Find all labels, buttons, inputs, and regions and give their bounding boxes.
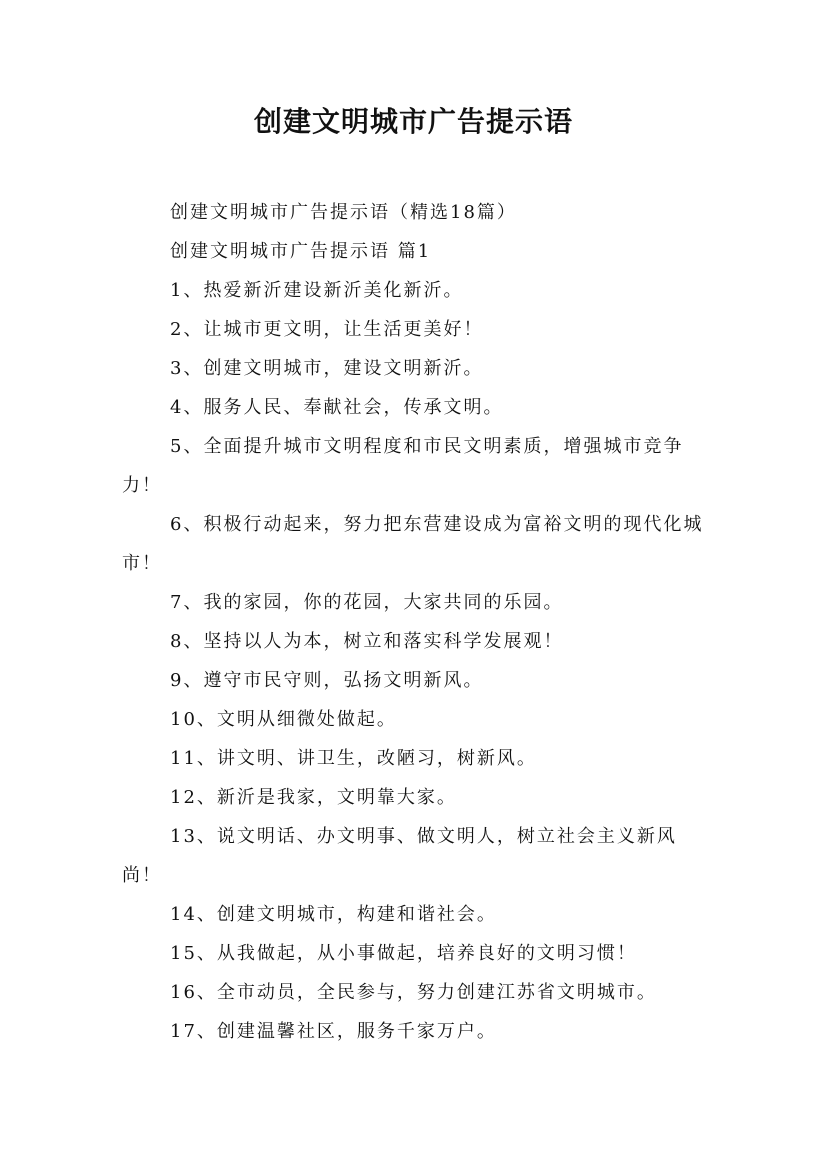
paragraph: 11、讲文明、讲卫生，改陋习，树新风。 bbox=[170, 748, 537, 769]
document-title: 创建文明城市广告提示语 bbox=[253, 105, 573, 138]
paragraph: 4、服务人民、奉献社会，传承文明。 bbox=[170, 397, 504, 418]
paragraph: 3、创建文明城市，建设文明新沂。 bbox=[170, 358, 484, 379]
paragraph: 8、坚持以人为本，树立和落实科学发展观！ bbox=[170, 631, 564, 652]
paragraph: 10、文明从细微处做起。 bbox=[170, 709, 397, 730]
paragraph: 创建文明城市广告提示语 篇1 bbox=[170, 241, 432, 262]
paragraph: 12、新沂是我家，文明靠大家。 bbox=[170, 787, 457, 808]
paragraph: 2、让城市更文明，让生活更美好！ bbox=[170, 319, 484, 340]
document-body bbox=[122, 193, 712, 1051]
paragraph: 15、从我做起，从小事做起，培养良好的文明习惯！ bbox=[170, 943, 637, 964]
paragraph: 1、热爱新沂建设新沂美化新沂。 bbox=[170, 280, 464, 301]
paragraph: 创建文明城市广告提示语（精选18篇） bbox=[170, 202, 517, 223]
paragraph: 6、积极行动起来，努力把东营建设成为富裕文明的现代化城市！ bbox=[122, 514, 704, 574]
paragraph: 16、全市动员，全民参与，努力创建江苏省文明城市。 bbox=[170, 982, 657, 1003]
paragraph: 13、说文明话、办文明事、做文明人，树立社会主义新风尚！ bbox=[122, 826, 677, 886]
paragraph: 17、创建温馨社区，服务千家万户。 bbox=[170, 1021, 497, 1042]
paragraph: 9、遵守市民守则，弘扬文明新风。 bbox=[170, 670, 484, 691]
paragraph: 7、我的家园，你的花园，大家共同的乐园。 bbox=[170, 592, 564, 613]
paragraph: 5、全面提升城市文明程度和市民文明素质，增强城市竞争力！ bbox=[122, 436, 684, 496]
paragraph: 14、创建文明城市，构建和谐社会。 bbox=[170, 904, 497, 925]
